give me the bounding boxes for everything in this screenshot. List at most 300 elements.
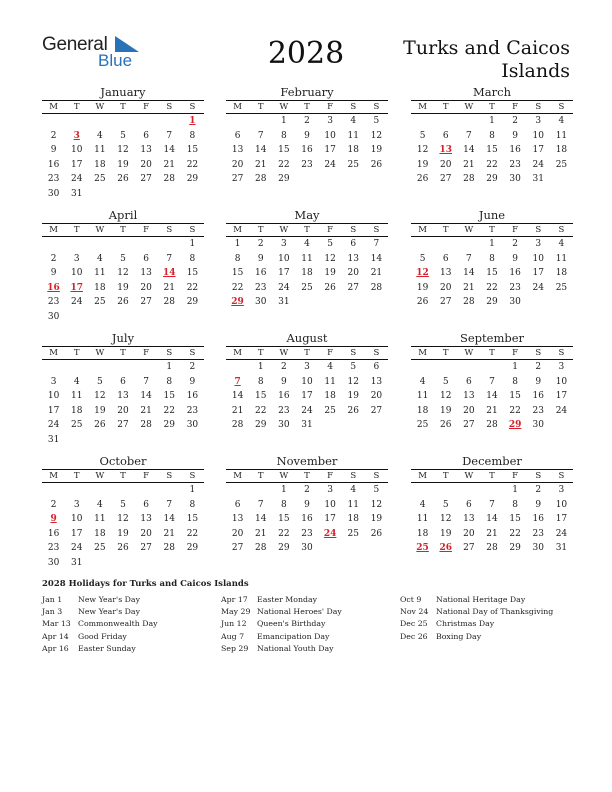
weekday-label: M [418, 471, 427, 481]
day-cell: 27 [439, 297, 452, 307]
weekday-label: F [143, 471, 150, 481]
day-cell: 21 [463, 282, 475, 293]
day-cell: 24 [70, 297, 83, 307]
day-cell: 18 [555, 268, 568, 278]
day-cell: 7 [143, 376, 149, 387]
empty-cell [434, 360, 457, 375]
day-cell: 20 [370, 391, 383, 401]
day-cell: 16 [47, 159, 60, 170]
weekday-label: T [73, 471, 80, 481]
day-cell: 2 [50, 130, 57, 141]
brand-logo [42, 34, 142, 74]
day-cell: 28 [463, 297, 475, 307]
day-cell: 2 [189, 362, 196, 372]
holiday-date: Apr 14 [42, 631, 69, 641]
day-cell: 19 [117, 159, 129, 170]
day-cell: 14 [163, 514, 175, 524]
holiday-day-cell: 29 [508, 420, 522, 430]
day-cell: 23 [186, 405, 199, 416]
weekday-header [42, 469, 204, 483]
day-cell: 14 [140, 391, 152, 401]
day-cell: 6 [442, 253, 449, 264]
day-cell: 5 [327, 239, 333, 249]
day-cell: 8 [489, 130, 495, 141]
holiday-name: National Day of Thanksgiving [436, 607, 554, 617]
day-cell: 19 [416, 159, 429, 170]
weekday-label: T [304, 471, 310, 481]
day-cell: 9 [304, 130, 310, 141]
empty-cell [135, 114, 158, 129]
day-cell: 15 [509, 391, 521, 401]
day-cell: 25 [347, 528, 359, 539]
day-cell: 7 [465, 130, 472, 141]
holiday-name: Good Friday [78, 631, 127, 641]
logo-flag-icon [115, 36, 139, 52]
day-cell: 20 [117, 405, 129, 416]
day-cell: 13 [140, 145, 152, 155]
day-cell: 6 [373, 362, 380, 372]
day-cell: 23 [532, 405, 544, 416]
holiday-entry [42, 631, 158, 643]
weekday-label: S [350, 102, 357, 112]
day-cell: 2 [535, 362, 542, 372]
weekday-label: W [464, 225, 474, 235]
day-cell: 5 [419, 130, 426, 141]
empty-cell [42, 360, 65, 375]
weekday-label: M [418, 225, 427, 235]
day-cell: 21 [140, 405, 152, 416]
day-cell: 19 [324, 268, 336, 278]
day-cell: 28 [463, 174, 475, 184]
weekday-label: T [489, 348, 495, 358]
weekday-label: W [464, 348, 474, 358]
day-cell: 24 [278, 282, 290, 293]
day-cell: 3 [304, 362, 310, 372]
day-cell: 15 [486, 145, 498, 155]
empty-cell [434, 237, 457, 252]
day-cell: 17 [532, 145, 544, 155]
day-cell: 7 [257, 130, 264, 141]
day-cell: 20 [463, 405, 475, 416]
day-cell: 27 [140, 543, 152, 553]
day-grid [411, 237, 573, 310]
holiday-name: New Year's Day [78, 595, 140, 604]
day-cell: 27 [463, 420, 475, 430]
day-cell: 13 [463, 514, 475, 524]
day-cell: 4 [419, 499, 426, 510]
empty-cell [411, 360, 434, 375]
day-cell: 14 [163, 145, 175, 155]
weekday-label: M [49, 471, 58, 481]
day-cell: 13 [347, 253, 359, 264]
holiday-name: Easter Sunday [78, 643, 136, 653]
day-cell: 4 [327, 362, 333, 372]
day-cell: 18 [347, 145, 359, 155]
day-cell: 10 [324, 499, 336, 510]
day-cell: 6 [234, 130, 241, 141]
brand-name-line1: General [42, 34, 108, 55]
holiday-column [221, 594, 342, 655]
day-cell: 15 [278, 145, 290, 155]
day-cell: 12 [324, 253, 336, 264]
day-cell: 21 [163, 282, 175, 293]
day-cell: 22 [509, 405, 521, 416]
holiday-day-cell: 14 [163, 268, 176, 278]
day-cell: 15 [186, 145, 199, 155]
day-cell: 26 [439, 420, 452, 430]
month-april [42, 208, 204, 324]
day-grid [226, 237, 388, 310]
empty-cell [111, 237, 134, 252]
day-cell: 2 [535, 485, 542, 495]
day-cell: 2 [512, 239, 518, 249]
day-cell: 12 [347, 376, 359, 387]
day-cell: 3 [327, 485, 333, 495]
day-cell: 14 [370, 253, 383, 264]
day-cell: 9 [189, 376, 196, 387]
day-cell: 24 [301, 405, 313, 416]
day-cell: 15 [231, 268, 244, 278]
weekday-label: S [189, 102, 196, 112]
day-cell: 11 [70, 391, 83, 401]
weekday-label: W [279, 471, 289, 481]
day-cell: 9 [535, 376, 542, 387]
holiday-date: May 29 [221, 607, 251, 617]
empty-cell [88, 237, 111, 252]
day-cell: 4 [304, 239, 310, 249]
day-cell: 16 [278, 391, 290, 401]
day-cell: 11 [347, 130, 359, 141]
day-cell: 4 [96, 130, 103, 141]
day-cell: 17 [301, 391, 313, 401]
day-cell: 2 [280, 362, 287, 372]
holiday-entry [42, 643, 158, 655]
day-cell: 15 [186, 514, 199, 524]
day-cell: 7 [489, 499, 495, 510]
day-cell: 13 [439, 268, 452, 278]
day-cell: 22 [254, 405, 267, 416]
day-cell: 11 [94, 145, 106, 155]
day-cell: 12 [117, 145, 129, 155]
weekday-header [42, 100, 204, 114]
day-cell: 23 [301, 528, 313, 539]
empty-cell [457, 360, 480, 375]
weekday-label: S [350, 348, 357, 358]
day-cell: 17 [532, 268, 544, 278]
day-cell: 23 [47, 174, 60, 184]
day-cell: 3 [50, 376, 57, 387]
day-grid [42, 483, 204, 570]
empty-cell [111, 114, 134, 129]
day-cell: 6 [465, 499, 472, 510]
weekday-label: T [442, 225, 449, 235]
weekday-label: S [373, 225, 380, 235]
day-cell: 19 [117, 282, 129, 293]
empty-cell [457, 114, 480, 129]
day-cell: 1 [489, 116, 495, 126]
day-cell: 19 [94, 405, 106, 416]
weekday-label: W [95, 348, 105, 358]
weekday-label: S [535, 348, 542, 358]
day-cell: 5 [96, 376, 103, 387]
day-cell: 8 [257, 376, 264, 387]
day-cell: 6 [120, 376, 126, 387]
day-cell: 13 [463, 391, 475, 401]
day-grid [42, 237, 204, 324]
day-cell: 27 [231, 174, 244, 184]
day-cell: 21 [254, 159, 267, 170]
day-cell: 24 [555, 528, 568, 539]
day-cell: 25 [94, 297, 106, 307]
day-cell: 16 [532, 514, 544, 524]
weekday-label: T [120, 348, 126, 358]
day-cell: 29 [486, 297, 498, 307]
day-cell: 8 [166, 376, 173, 387]
weekday-label: M [418, 102, 427, 112]
month-february [226, 85, 388, 187]
day-cell: 25 [70, 420, 83, 430]
day-cell: 1 [189, 485, 196, 495]
weekday-label: W [279, 225, 289, 235]
day-cell: 5 [350, 362, 357, 372]
day-cell: 26 [370, 528, 383, 539]
day-cell: 1 [280, 116, 287, 126]
weekday-label: S [373, 471, 380, 481]
day-cell: 29 [278, 174, 290, 184]
weekday-label: T [257, 102, 264, 112]
weekday-label: T [489, 102, 495, 112]
holiday-date: Dec 25 [400, 619, 428, 629]
day-cell: 1 [280, 485, 287, 495]
day-cell: 25 [301, 282, 313, 293]
holiday-entry [400, 618, 553, 630]
weekday-label: S [166, 471, 173, 481]
day-cell: 11 [301, 253, 313, 264]
empty-cell [434, 114, 457, 129]
day-cell: 7 [257, 499, 264, 510]
empty-cell [65, 237, 88, 252]
day-cell: 28 [140, 420, 152, 430]
day-cell: 12 [94, 391, 106, 401]
day-cell: 30 [47, 557, 60, 568]
day-cell: 25 [555, 282, 568, 293]
day-cell: 9 [512, 130, 518, 141]
weekday-label: S [350, 471, 357, 481]
weekday-label: S [350, 225, 357, 235]
day-cell: 30 [532, 543, 544, 553]
day-cell: 19 [439, 405, 452, 416]
weekday-label: S [166, 225, 173, 235]
day-cell: 19 [416, 282, 429, 293]
holiday-name: Easter Monday [257, 595, 318, 604]
day-cell: 17 [47, 405, 60, 416]
day-cell: 19 [439, 528, 452, 539]
day-cell: 27 [347, 282, 359, 293]
day-cell: 27 [117, 420, 129, 430]
weekday-label: S [558, 102, 565, 112]
day-cell: 8 [234, 253, 241, 264]
day-cell: 26 [117, 174, 129, 184]
day-cell: 5 [442, 499, 449, 510]
day-cell: 27 [439, 174, 452, 184]
weekday-label: T [442, 102, 449, 112]
day-cell: 10 [555, 499, 568, 510]
day-cell: 1 [489, 239, 495, 249]
day-cell: 9 [50, 145, 57, 155]
day-cell: 30 [509, 174, 521, 184]
day-cell: 18 [94, 528, 106, 539]
day-grid [226, 360, 388, 433]
weekday-label: T [442, 471, 449, 481]
empty-cell [249, 114, 272, 129]
day-cell: 4 [558, 239, 565, 249]
month-title: November [276, 454, 338, 468]
day-cell: 23 [47, 297, 60, 307]
holiday-date: Sep 29 [221, 643, 249, 653]
day-cell: 15 [509, 514, 521, 524]
empty-cell [411, 114, 434, 129]
day-cell: 2 [50, 499, 57, 510]
day-cell: 20 [140, 528, 152, 539]
day-cell: 4 [73, 376, 80, 387]
day-cell: 18 [416, 528, 429, 539]
day-cell: 6 [465, 376, 472, 387]
holiday-entry [221, 618, 342, 630]
holiday-entry [400, 606, 553, 618]
day-cell: 26 [117, 297, 129, 307]
day-cell: 27 [463, 543, 475, 553]
empty-cell [411, 237, 434, 252]
weekday-label: T [120, 102, 126, 112]
day-cell: 20 [231, 528, 244, 539]
holiday-date: Nov 24 [400, 607, 429, 617]
holiday-column [400, 594, 553, 643]
day-cell: 18 [301, 268, 313, 278]
day-cell: 30 [301, 543, 313, 553]
empty-cell [226, 483, 249, 498]
day-cell: 16 [186, 391, 199, 401]
weekday-label: S [535, 225, 542, 235]
day-cell: 29 [186, 174, 199, 184]
holiday-entry [400, 594, 553, 606]
day-cell: 8 [189, 130, 196, 141]
weekday-label: T [257, 225, 264, 235]
holiday-date: Jan 1 [42, 595, 63, 604]
weekday-label: T [304, 102, 310, 112]
day-cell: 23 [47, 543, 60, 553]
day-cell: 2 [304, 116, 310, 126]
empty-cell [249, 483, 272, 498]
day-cell: 31 [70, 557, 83, 568]
day-cell: 28 [254, 174, 267, 184]
day-cell: 25 [347, 159, 359, 170]
weekday-label: T [489, 471, 495, 481]
weekday-label: M [49, 348, 58, 358]
weekday-label: T [73, 348, 80, 358]
day-cell: 17 [555, 391, 568, 401]
day-cell: 13 [231, 514, 244, 524]
day-cell: 14 [231, 391, 244, 401]
holiday-name: Boxing Day [436, 631, 482, 641]
day-cell: 18 [94, 159, 106, 170]
holiday-name: New Year's Day [78, 607, 140, 617]
day-cell: 29 [186, 543, 199, 553]
holiday-entry [221, 594, 342, 606]
weekday-label: T [489, 225, 495, 235]
day-cell: 29 [163, 420, 175, 430]
day-cell: 26 [416, 174, 429, 184]
holiday-date: Jun 12 [221, 619, 247, 629]
holiday-entry [42, 618, 158, 630]
day-cell: 31 [301, 420, 313, 430]
month-january [42, 85, 204, 201]
day-cell: 26 [324, 282, 336, 293]
day-cell: 30 [47, 188, 60, 199]
day-cell: 23 [254, 282, 267, 293]
day-grid [226, 114, 388, 187]
day-cell: 22 [163, 405, 175, 416]
month-november [226, 454, 388, 556]
weekday-label: T [120, 471, 126, 481]
day-cell: 27 [140, 174, 152, 184]
day-cell: 13 [140, 268, 152, 278]
weekday-label: F [512, 471, 519, 481]
day-cell: 17 [278, 268, 290, 278]
weekday-header [226, 223, 388, 237]
weekday-label: S [166, 102, 173, 112]
day-cell: 7 [166, 130, 173, 141]
holiday-day-cell: 25 [416, 543, 429, 553]
day-cell: 29 [254, 420, 267, 430]
day-cell: 28 [231, 420, 244, 430]
day-cell: 7 [373, 239, 380, 249]
holiday-name: National Heroes' Day [257, 607, 342, 617]
empty-cell [65, 114, 88, 129]
day-cell: 2 [304, 485, 310, 495]
day-cell: 5 [373, 116, 380, 126]
empty-cell [158, 237, 181, 252]
day-cell: 10 [532, 253, 544, 264]
day-cell: 30 [509, 297, 521, 307]
day-cell: 16 [532, 391, 544, 401]
day-cell: 3 [558, 362, 565, 372]
month-title: June [478, 208, 506, 222]
day-cell: 22 [186, 159, 199, 170]
day-cell: 13 [140, 514, 152, 524]
weekday-label: W [95, 471, 105, 481]
weekday-label: S [189, 225, 196, 235]
day-cell: 8 [280, 130, 287, 141]
day-cell: 5 [442, 376, 449, 387]
day-cell: 23 [509, 282, 521, 293]
day-cell: 4 [350, 485, 357, 495]
holiday-entry [400, 631, 553, 643]
weekday-label: F [327, 471, 334, 481]
holidays-title: 2028 Holidays for Turks and Caicos Islands [42, 579, 249, 589]
weekday-label: W [279, 102, 289, 112]
empty-cell [158, 483, 181, 498]
day-cell: 31 [532, 174, 544, 184]
weekday-header [226, 469, 388, 483]
day-cell: 12 [117, 268, 129, 278]
day-cell: 20 [463, 528, 475, 539]
day-cell: 8 [189, 499, 196, 510]
weekday-label: S [189, 348, 196, 358]
holiday-day-cell: 16 [47, 282, 60, 293]
holiday-day-cell: 3 [73, 130, 80, 141]
weekday-label: F [512, 348, 519, 358]
empty-cell [42, 237, 65, 252]
